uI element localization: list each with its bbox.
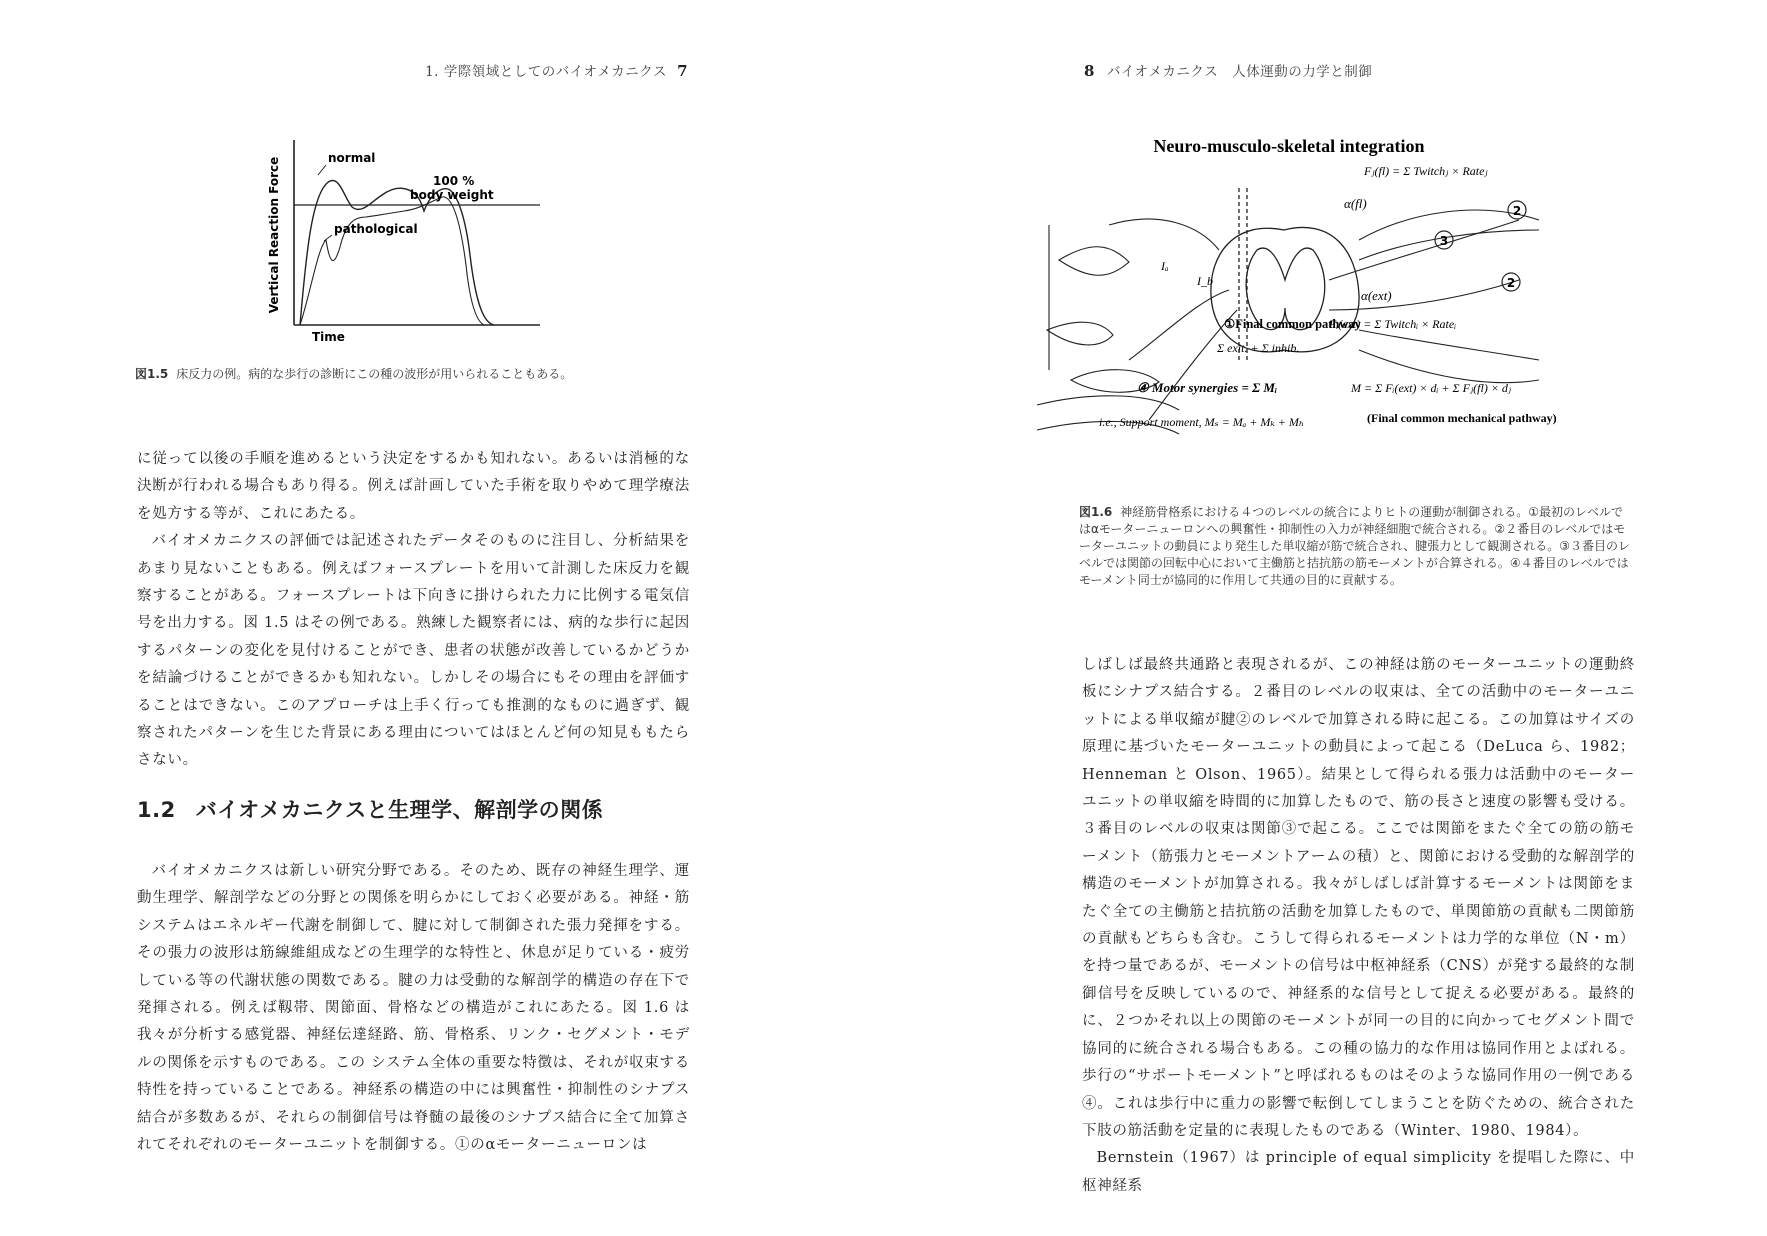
- svg-text:2: 2: [1506, 276, 1516, 290]
- Ib-label: I_b: [1197, 274, 1213, 288]
- motor-synergies-label: ④ Motor synergies = Σ Mᵢ: [1137, 380, 1278, 395]
- right-body-text: [1082, 652, 1635, 1200]
- x-axis-label: Time: [312, 330, 345, 344]
- alpha-fl-label: α(fl): [1344, 196, 1367, 211]
- alpha-ext-label: α(ext): [1361, 288, 1392, 303]
- caption-label: 図1.6: [1079, 505, 1113, 519]
- bodyweight-label: body weight: [410, 188, 494, 202]
- y-axis-label: Vertical Reaction Force: [267, 156, 281, 314]
- m-equation: M = Σ Fᵢ(ext) × dᵢ + Σ Fⱼ(fl) × dⱼ: [1351, 381, 1512, 395]
- figure-1-5: [267, 135, 550, 350]
- caption-text: 床反力の例。病的な歩行の診断にこの種の波形が用いられることもある。: [176, 367, 573, 381]
- paragraph: バイオメカニクスの評価では記述されたデータそのものに注目し、分析結果をあまり見ないこともある。例えばフォースプレートを用いて計測した床反力を観察することがある。フォースプレートは下向きに掛けられた力に比例する電気信号を出力する。図 1.5 はその例である。熟練した観察者には、病的な歩行に起因するパターンの変化を見付けることができ、患者の状態が改善しているかどうかを結論づけることができるかも知れない。しかしその場合にもその理由を評価することはできない。このアプローチは上手く行っても推測的なものに過ぎず、観察されたパターンを生じた背景にある理由についてはほとんど何の知見ももたらさない。: [137, 533, 690, 769]
- paragraph: に従って以後の手順を進めるという決定をするかも知れない。あるいは消極的な決断が行われる場合もあり得る。例えば計画していた手術を取りやめて理学療法を処方する等が、これにあたる。: [137, 451, 690, 522]
- final-common-pathway-label: ①Final common pathway: [1224, 317, 1361, 331]
- pathological-label: pathological: [334, 222, 418, 236]
- right-page: [884, 0, 1767, 1236]
- running-title: バイオメカニクス 人体運動の力学と制御: [1106, 64, 1373, 80]
- svg-text:2: 2: [1512, 204, 1522, 218]
- section-title: バイオメカニクスと生理学、解剖学の関係: [195, 798, 604, 822]
- page-number: 8: [1084, 62, 1095, 80]
- figure-1-6: [1029, 130, 1557, 495]
- support-moment-label: i.e., Support moment, Mₛ = Mₐ + Mₖ + Mₕ: [1099, 415, 1305, 429]
- running-header-right: [1084, 60, 1372, 80]
- caption-label: 図1.5: [135, 367, 169, 381]
- left-body-text-1: [137, 446, 690, 775]
- left-page: [0, 0, 883, 1236]
- caption-text: 神経筋骨格系における４つのレベルの統合によりヒトの運動が制御される。①最初のレベルではαモーターニューロンへの興奮性・抑制性の入力が神経細胞で統合される。②２番目のレベルではモーターユニットの動員により発生した単収縮が筋で統合され、腱張力として観測される。③３番目のレベルでは関節の回転中心において主働筋と拮抗筋の筋モーメントが合算される。④４番目のレベルではモーメント同士が協同的に作用して共通の目的に貢献する。: [1079, 505, 1631, 587]
- figure-1-5-caption: [135, 366, 755, 383]
- Ia-label: Iₐ: [1161, 259, 1169, 273]
- left-body-text-2: [137, 858, 690, 1159]
- running-title: 1. 学際領域としてのバイオメカニクス: [425, 64, 668, 80]
- svg-text:3: 3: [1439, 234, 1449, 248]
- final-common-mechanical-pathway: (Final common mechanical pathway): [1367, 411, 1557, 425]
- exit-inhib-equation: Σ exit. + Σ inhib.: [1217, 341, 1300, 355]
- percent-label: 100 %: [433, 174, 475, 188]
- fi-equation: Fᵢ(ext) = Σ Twitchᵢ × Rateᵢ: [1329, 317, 1457, 331]
- section-heading: [137, 794, 603, 824]
- paragraph: バイオメカニクスは新しい研究分野である。そのため、既存の神経生理学、運動生理学、解剖学などの分野との関係を明らかにしておく必要がある。神経・筋システムはエネルギー代謝を制御して、腱に対して制御された張力発揮をする。その張力の波形は筋線維組成などの生理学的な特性と、休息が足りている・疲労している等の代謝状態の関数である。腱の力は受動的な解剖学的構造の存在下で発揮される。例えば靱帯、関節面、骨格などの構造がこれにあたる。図 1.6 は我々が分析する感覚器、神経伝達経路、筋、骨格系、リンク・セグメント・モデルの関係を示すものである。この システム全体の重要な特徴は、それが収束する特性を持っていることである。神経系の構造の中には興奮性・抑制性のシナプス結合が多数あるが、それらの制御信号は脊髄の最後のシナプス結合に全て加算されてそれぞれのモーターユニットを制御する。①のαモーターニューロンは: [137, 863, 690, 1154]
- fj-equation: Fⱼ(fl) = Σ Twitchⱼ × Rateⱼ: [1364, 164, 1488, 178]
- running-header-left: [425, 60, 688, 80]
- section-number: 1.2: [137, 798, 176, 822]
- page-number: 7: [677, 62, 688, 80]
- muscle-spindle: [1037, 219, 1237, 434]
- paragraph: しばしば最終共通路と表現されるが、この神経は筋のモーターユニットの運動終板にシナプス結合する。２番目のレベルの収束は、全ての活動中のモーターユニットによる単収縮が腱②のレベルで加算される時に起こる。この加算はサイズの原理に基づいたモーターユニットの動員によって起こる（DeLuca ら、1982；Henneman と Olson、1965）。結果として得られる張力は活動中のモーターユニットの単収縮を時間的に加算したもので、筋の長さと速度の影響も受ける。３番目のレベルの収束は関節③で起こる。ここでは関節をまたぐ全ての筋の筋モーメント（筋張力とモーメントアームの積）と、関節における受動的な解剖学的構造のモーメントが加算される。我々がしばしば計算するモーメントは関節をまたぐ全ての主働筋と拮抗筋の活動を加算したもので、単関節筋の貢献も二関節筋の貢献もどちらも含む。こうして得られるモーメントは力学的な単位（N・m）を持つ量であるが、モーメントの信号は中枢神経系（CNS）が発する最終的な制御信号を反映しているので、神経系的な信号として捉える必要がある。最終的に、２つかそれ以上の関節のモーメントが同一の目的に向かってセグメント間で協同的に統合される場合もある。この種の協力的な作用は協同作用とよばれる。歩行の“サポートモーメント”と呼ばれるものはそのような協同作用の一例である④。これは歩行中に重力の影響で転倒してしまうことを防ぐための、統合された下肢の筋活動を定量的に表現したものである（Winter、1980、1984）。: [1082, 657, 1635, 1139]
- pathological-curve: [300, 197, 484, 325]
- figure-1-6-caption: [1079, 504, 1634, 589]
- normal-label: normal: [328, 151, 376, 165]
- paragraph: Bernstein（1967）は principle of equal simplicity を提唱した際に、中枢神経系: [1082, 1150, 1635, 1194]
- figure-title: Neuro-musculo-skeletal integration: [1153, 136, 1425, 156]
- spinal-cord: [1211, 188, 1359, 360]
